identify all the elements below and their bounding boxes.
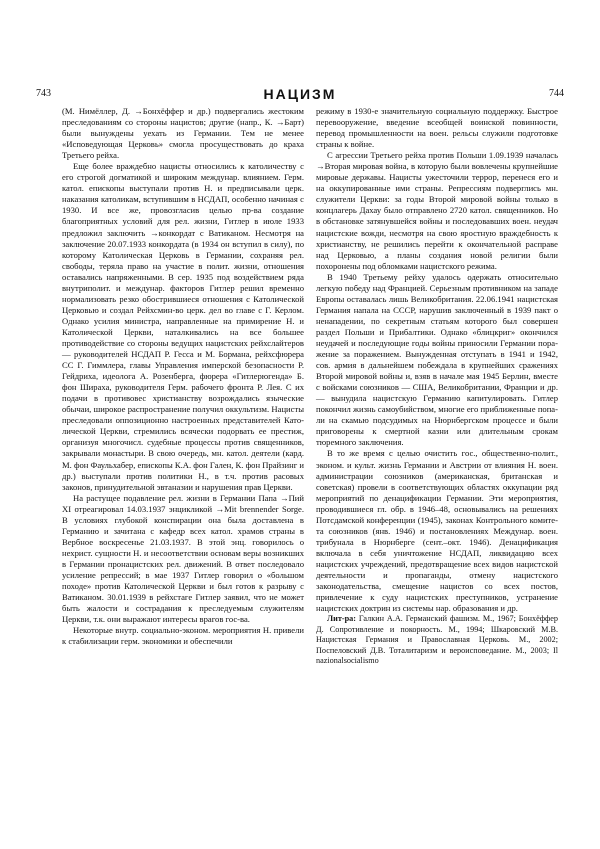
page-header xyxy=(36,86,564,104)
running-title: НАЦИЗМ xyxy=(263,86,337,102)
literature-note xyxy=(316,614,558,667)
paragraph: В 1940 Третьему рейху удалось одержать относительно легкую победу над Францией. Серьезным противником на западе Европы оставалась лишь Великобритания. 22.06.1941 нацистская Германия напала на СССР, нарушив заключенный в 1939 пакт о ненападении, по секретным статьям которого был совершен раздел Польши и Прибалтики. Однако «блицкриг» окончился неудачей и последующие годы войны приносили Германии поражение за поражением. Вынужденная отступать в 1941 и 1942, сов. армия в дальнейшем побеждала в крупнейших сражениях Второй мировой войны и, взяв в начале мая 1945 Берлин, вместе с войсками союзников — США, Великобритании, Франции и др. — вынудила нацистскую Германию капитулировать. Гитлер покончил жизнь самоубийством, многие его приближенные попали на скамью подсудимых на Нюрнбергском процессе и были приговорены к смертной казни или длительным срокам тюремного заключения. xyxy=(316,271,558,448)
paragraph: Еще более враждебно нацисты относились к католичеству с его строгой догматикой и широким междунар. влиянием. Герм. катол. епископы выступали против Н. и предписывали церк. наказания католикам, вступившим в НСДАП, особенно начиная с 1930. И все же, провозгласив целью пр-ва создание благоприятных условий для рел. жизни, Гитлер в июле 1933 предложил заключить →конкордат с Ватиканом. Несмотря на заключение 20.07.1933 конкордата (в 1934 он вступил в силу), по которому Католическая Церковь в Германии, сохраняя рел. свободы, теряла право на участие в полит. жизни, отношения оставались напряженными. В сер. 1935 под воздействием ряда внутриполит. и междунар. факторов Гитлер решил временно нормализовать резко обострившиеся отношения с Католической Церковью и создал Рейхсмин-во церк. дел во главе с Г. Керлом. Однако усилия министра, направленные на примирение Н. и Католической Церкви, наталкивались на все большее противодействие со стороны ведущих нацистских рейхслайтеров — руководителей НСДАП Р. Гесса и М. Бормана, рейхсфюрера СС Г. Гиммлера, главы Управления имперской безопасности Р. Гейдриха, идеолога А. Розенберга, фюрера «Гитлерюгенда» Б. фон Шираха, руководителя Герм. рабочего фронта Р. Лея. С их подачи в противовес христианству возрождались языческие обычаи, широкое распространение получил оккультизм. Нацисты преследовали оппозиционно настроенных представителей Католической Церкви, стремились всячески подорвать ее престиж, организуя многочисл. судебные процессы против священников, закрывали монастыри. В свою очередь, мн. катол. деятели (кард. М. фон Фаульхабер, епископы К.А. фон Гален, К. фон Прайзинг и др.) выступали против политики Н., в т.ч. против расовых законов, принудительной эвтаназии и нарушения прав Церкви. xyxy=(62,161,304,492)
literature-label: Лит-ра: xyxy=(327,614,356,624)
page-number-right: 744 xyxy=(549,88,564,99)
paragraph: На растущее подавление рел. жизни в Германии Папа →Пий XI отреагировал 14.03.1937 энцикликой →Mit brennender Sorge. В условиях глубокой конспирации она была доставлена в Германию и зачитана с кафедр всех катол. храмов страны в Вербное воскресенье 21.03.1937. В этой энц. говорилось о нехрист. сущности Н. и несоответствии основам веры возникших в Германии пронацистских рел. движений. В ответ последовало усиление репрессий; в мае 1937 Гитлер говорил о «большом походе» против Католической Церкви и был готов к разрыву с Ватиканом. 30.01.1939 в рейхстаге Гитлер заявил, что не может быть жалости и сострадания к преследуемым служителям Церкви, т.к. они выражают интересы врагов гос-ва. xyxy=(62,492,304,625)
paragraph: С агрессии Третьего рейха против Польши 1.09.1939 началась →Вторая мировая война, в которую были вовлечены крупнейшие мировые державы. Нацисты ужесточили террор, перенеся его и на оккупированные ими страны. Репрессиям подверглись мн. служители Церкви: за годы Второй мировой войны только в концлагерь Дахау было отправлено 2720 катол. священников. Но в обстановке затянувшейся войны и последовавших воен. неудач нацистские вожди, несмотря на свою яростную враждебность к христианству, не решились перейти к окончательной расправе над Церковью, а планы создания новой религии были похоронены под обломками нацистского режима. xyxy=(316,150,558,271)
paragraph: Некоторые внутр. социально-эконом. мероприятия Н. привели к стабилизации герм. экономики и обеспечили xyxy=(62,625,304,647)
right-column xyxy=(316,106,558,667)
paragraph: В то же время с целью очистить гос., общественно-полит., эконом. и культ. жизнь Германии и Австрии от влияния Н. воен. администрации союзников (американская, британская и советская) провели в соответствующих областях оккупации ряд мероприятий по денацификации Германии. Эти мероприятия, проводившиеся гл. обр. в 1946–48, основывались на решениях Потсдамской конференции (1945), законах Контрольного комитета союзников (янв. 1946) и постановлениях Междунар. воен. трибунала в Нюрнберге (сент.–окт. 1946). Денацификация включала в себя уничтожение НСДАП, ликвидацию всех нацистских учреждений, предотвращение всех видов нацистской деятельности и пропаганды, отмену нацистского законодательства, смещение нацистов со всех постов, привлечение к суду нацистских преступников, устранение нацистских доктрин из системы нар. образования и др. xyxy=(316,448,558,614)
paragraph: (М. Нимёллер, Д. →Бонхёффер и др.) подвергались жестоким преследованиям со стороны нацистов; другие (напр., К. →Барт) были вынуждены уехать из Германии. Тем не менее «Исповедующая Церковь» смогла просуществовать до краха Третьего рейха. xyxy=(62,106,304,161)
page-number-left: 743 xyxy=(36,88,51,99)
paragraph: режиму в 1930-е значительную социальную поддержку. Быстрое перевооружение, введение всеобщей воинской повинности, перевод промышленности на воен. рельсы служили подготовке страны к войне. xyxy=(316,106,558,150)
literature-text: Галкин А.А. Германский фашизм. М., 1967; Бонхёффер Д. Сопротивление и покорность. М., 1994; Шкаровский М.В. Нацистская Германия и Православная Церковь. М., 2002; Поспеловский Д.В. Тоталитаризм и вероисповедание. М., 2003; Il nazionalsocialismo xyxy=(316,614,558,666)
left-column xyxy=(62,106,304,647)
